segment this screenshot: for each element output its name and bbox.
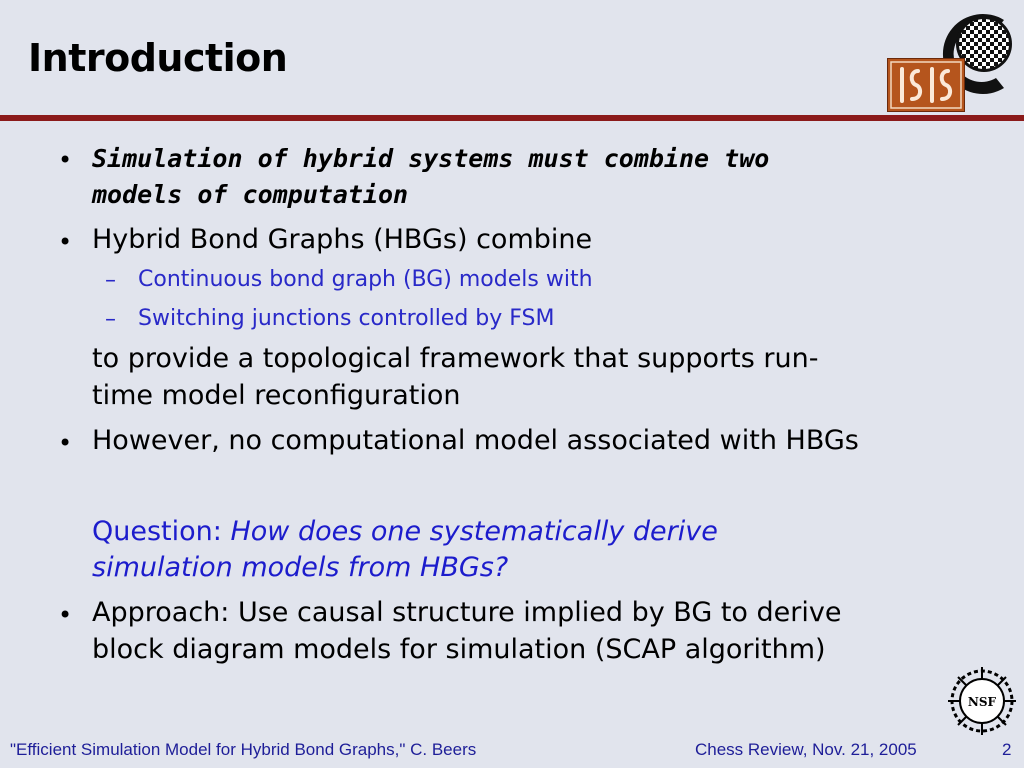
bullet-4-line-2: block diagram models for simulation (SCAP algorithm) [92,634,826,665]
nsf-seal-icon [946,665,1018,737]
question-label: Question: [92,516,222,547]
slide-title: Introduction [28,36,288,80]
sub-bullet-dash: – [105,268,116,293]
isis-logo-icon [887,58,965,112]
page-number: 2 [1002,740,1012,759]
bullet-4-line-1: Approach: Use causal structure implied by BG to derive [92,597,842,628]
question-line-2: simulation models from HBGs? [92,552,509,583]
bullet-1-line-2: models of computation [92,180,409,209]
bullet-marker: • [58,429,73,457]
question-line-1 [92,516,718,547]
footer-citation: "Efficient Simulation Model for Hybrid Bond Graphs," C. Beers [10,740,477,759]
sub-bullet-1: Continuous bond graph (BG) models with [138,267,593,292]
footer-event: Chess Review, Nov. 21, 2005 [695,740,917,759]
bullet-1-line-1: Simulation of hybrid systems must combine two [92,144,770,173]
bullet-marker: • [58,228,73,256]
bullet-marker: • [58,146,73,174]
bullet-marker: • [58,601,73,629]
continuation-line-1: to provide a topological framework that supports run- [92,343,819,374]
sub-bullet-dash: – [105,307,116,332]
nsf-text: NSF [967,695,997,709]
sub-bullet-2: Switching junctions controlled by FSM [138,306,555,331]
continuation-line-2: time model reconfiguration [92,380,461,411]
bullet-2: Hybrid Bond Graphs (HBGs) combine [92,224,593,255]
title-divider [0,115,1024,121]
bullet-3: However, no computational model associated with HBGs [92,425,859,456]
question-text-1: How does one systematically derive [230,516,718,547]
